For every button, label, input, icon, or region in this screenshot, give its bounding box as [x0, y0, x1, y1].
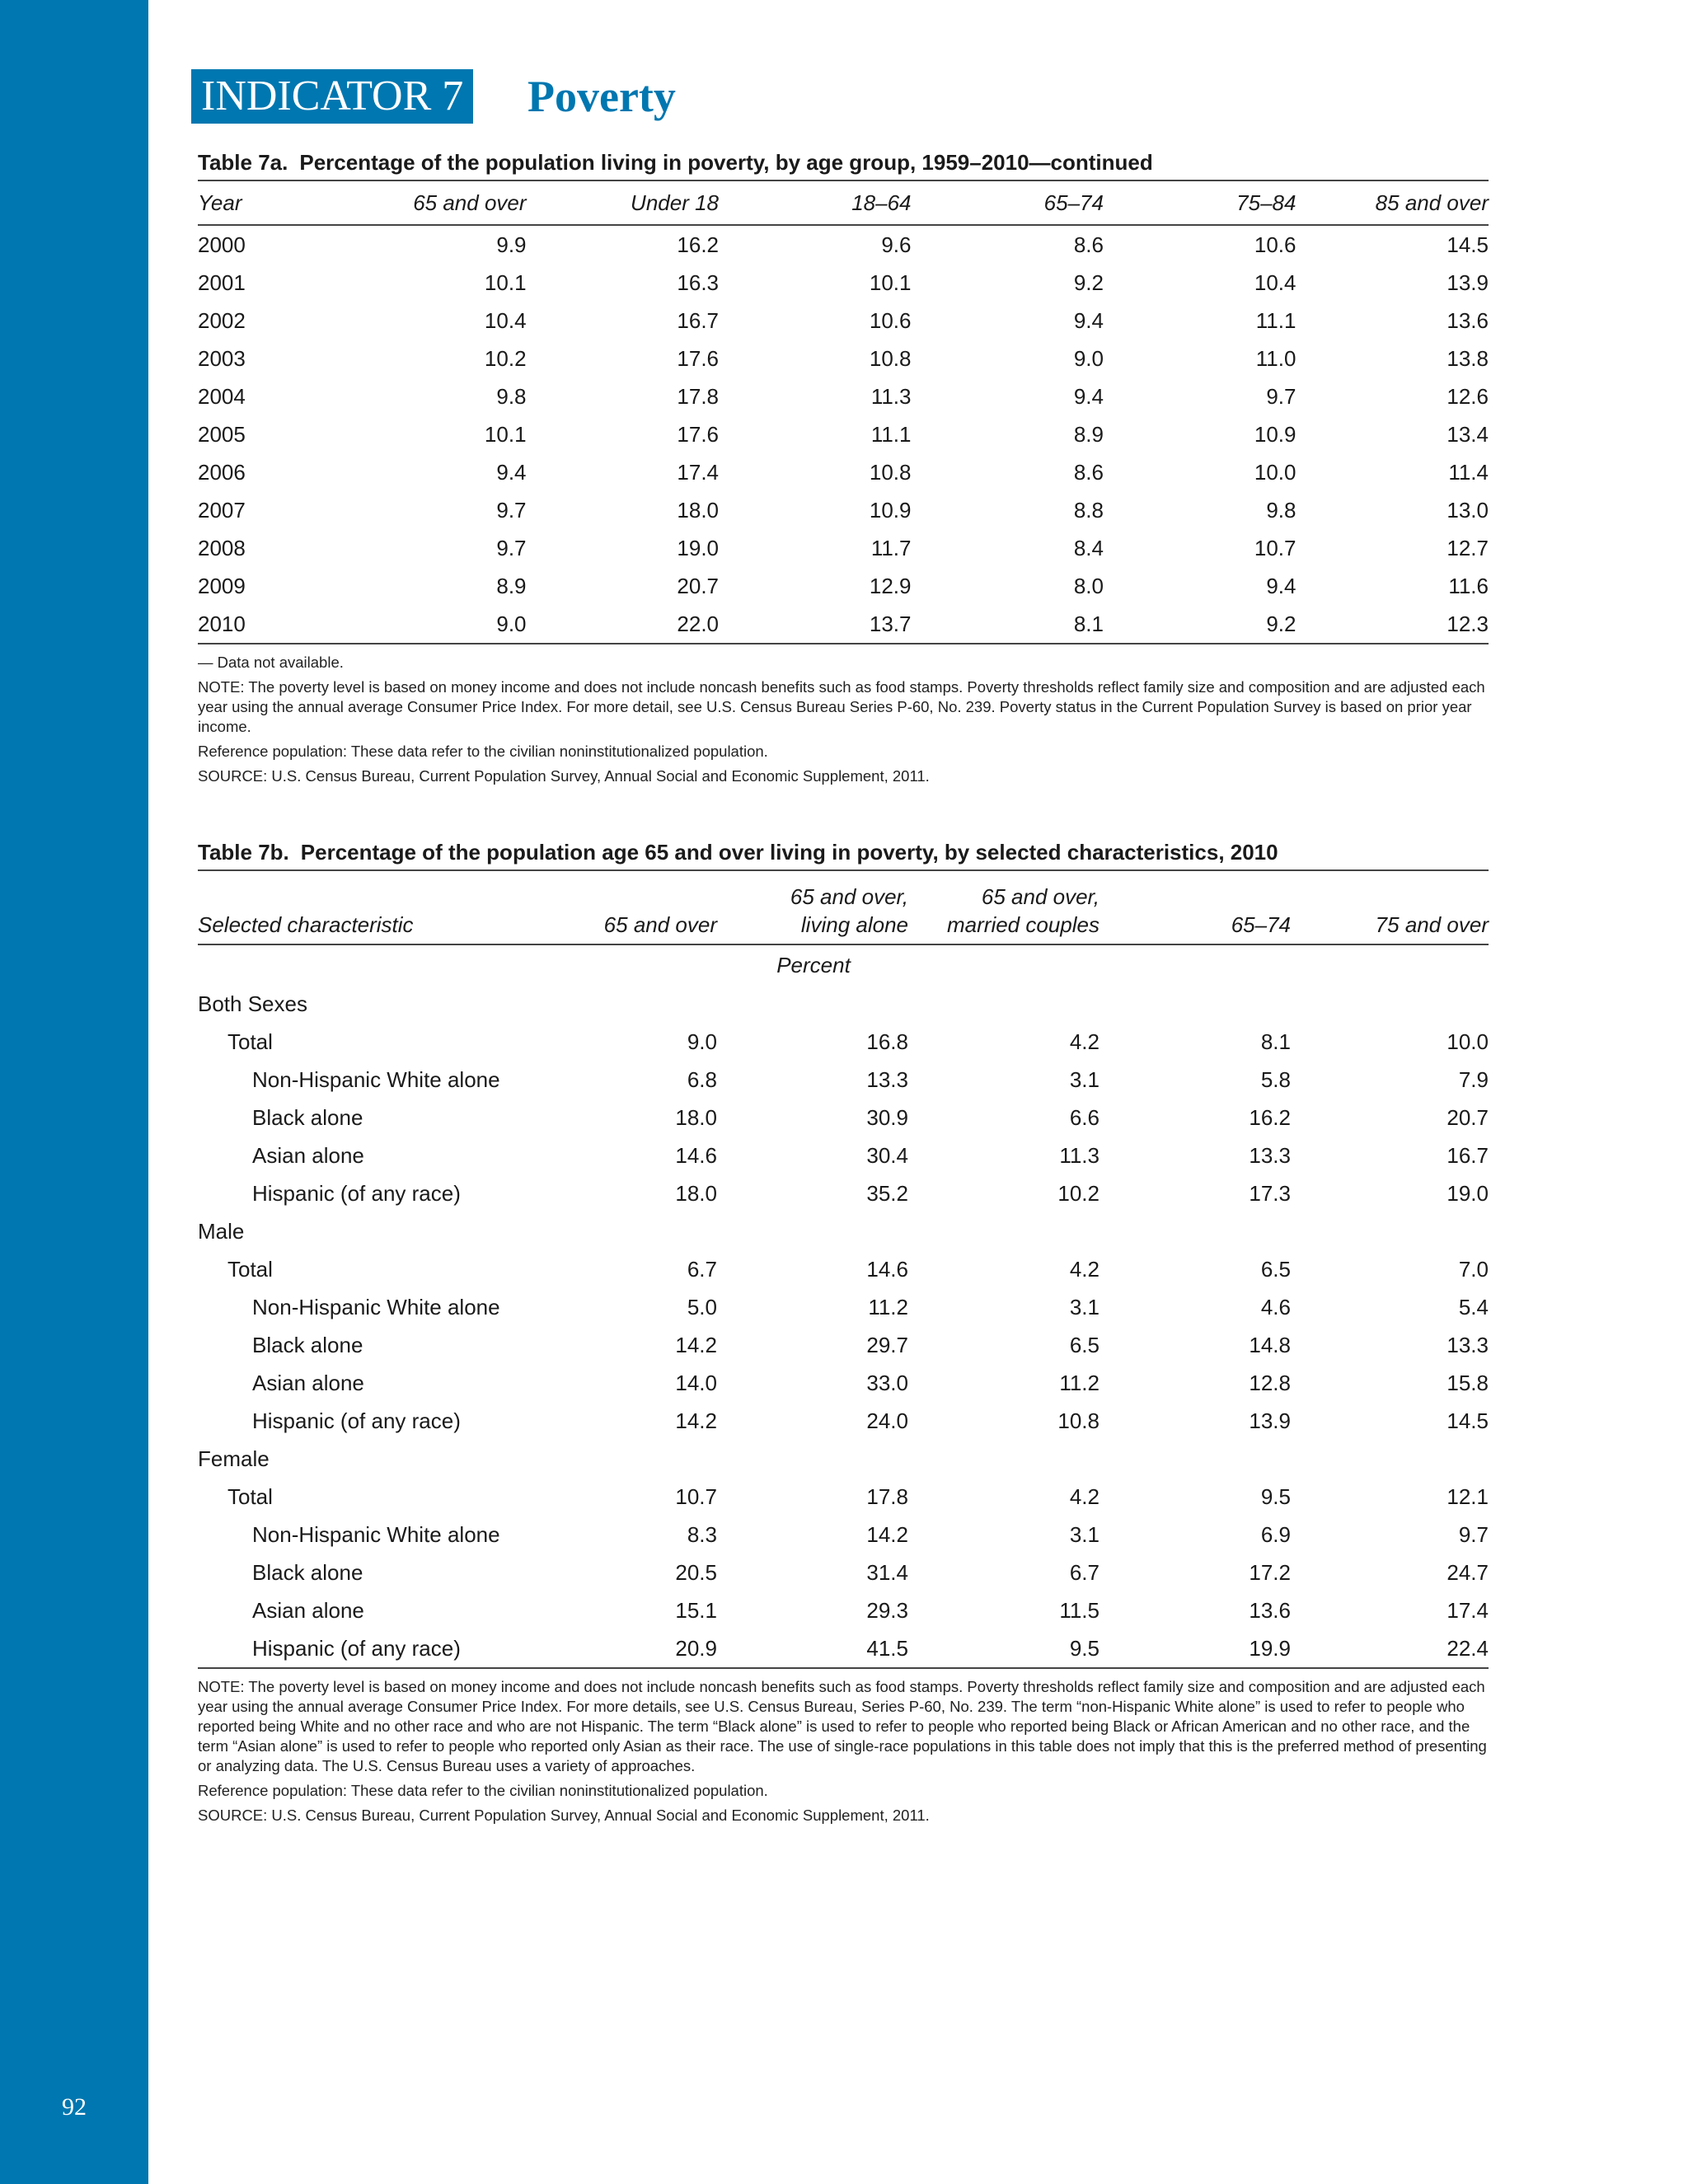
row-label: Non-Hispanic White alone: [252, 1294, 500, 1319]
table-cell: 14.8: [1249, 1332, 1291, 1357]
table-cell: 11.6: [1448, 573, 1489, 598]
table-7b-title: [198, 841, 1489, 869]
table-cell: 12.8: [1249, 1370, 1291, 1395]
group-header-row: [198, 1212, 1489, 1250]
table-cell: 9.0: [496, 611, 527, 636]
table-cell: 10.9: [869, 497, 912, 523]
table-cell: 11.2: [868, 1294, 908, 1319]
table-cell: 10.4: [1254, 269, 1296, 295]
table-cell: 16.3: [677, 269, 720, 295]
table-cell: 9.7: [496, 497, 527, 523]
table-cell: 10.8: [869, 459, 912, 485]
table-cell: 11.1: [1255, 307, 1296, 333]
table-cell: 12.9: [869, 573, 912, 598]
table-row: [198, 1516, 1489, 1554]
table-cell: 19.0: [1447, 1180, 1489, 1206]
table-cell: 18.0: [677, 497, 720, 523]
group-label: Both Sexes: [198, 991, 307, 1016]
table-cell: 10.0: [1447, 1029, 1489, 1054]
table-row: [198, 264, 1489, 302]
row-label: Hispanic (of any race): [252, 1180, 461, 1206]
table-cell: 10.2: [1057, 1180, 1100, 1206]
table-cell: 9.7: [496, 535, 527, 560]
table-row-total: [198, 1023, 1489, 1061]
table-cell: 10.7: [1254, 535, 1296, 560]
table-cell: 4.6: [1260, 1294, 1291, 1319]
table-cell: 8.1: [1073, 611, 1104, 636]
table-row: [198, 453, 1489, 491]
table-cell: 12.1: [1447, 1483, 1489, 1509]
table-cell: 13.3: [1249, 1142, 1291, 1168]
table-cell: 11.0: [1255, 345, 1296, 371]
table-cell: 16.8: [866, 1029, 908, 1054]
table-cell: 7.0: [1458, 1256, 1489, 1282]
row-label: Total: [227, 1029, 273, 1054]
group-label: Female: [198, 1446, 270, 1471]
row-year: 2006: [198, 459, 246, 485]
row-label: Non-Hispanic White alone: [252, 1066, 500, 1092]
table-cell: 12.7: [1447, 535, 1489, 560]
table-cell: 22.0: [677, 611, 720, 636]
column-header: Under 18: [631, 190, 720, 215]
column-header: 85 and over: [1375, 190, 1489, 215]
table-row: [198, 1554, 1489, 1591]
table-cell: 11.2: [1059, 1370, 1100, 1395]
table-cell: 9.5: [1069, 1635, 1100, 1661]
table-cell: 5.8: [1260, 1066, 1291, 1092]
table-cell: 13.6: [1447, 307, 1489, 333]
table-cell: 9.2: [1073, 269, 1104, 295]
row-year: 2008: [198, 535, 246, 560]
table-cell: 9.4: [1266, 573, 1296, 598]
table-cell: 8.3: [687, 1521, 717, 1547]
table-row: [198, 1174, 1489, 1212]
table-7b: [198, 871, 1489, 1667]
note-line: SOURCE: U.S. Census Bureau, Current Population Survey, Annual Social and Economic Supplement, 2011.: [198, 1807, 930, 1824]
table-cell: 10.7: [675, 1483, 717, 1509]
table-row: [198, 491, 1489, 529]
table-cell: 11.1: [870, 421, 912, 447]
table-cell: 8.6: [1073, 459, 1104, 485]
table-cell: 13.3: [1447, 1332, 1489, 1357]
row-year: 2003: [198, 345, 246, 371]
table-cell: 11.7: [870, 535, 912, 560]
table-cell: 8.9: [1073, 421, 1104, 447]
table-cell: 6.7: [687, 1256, 717, 1282]
row-year: 2002: [198, 307, 246, 333]
table-cell: 14.2: [675, 1332, 717, 1357]
table-cell: 4.2: [1069, 1029, 1100, 1054]
table-cell: 3.1: [1069, 1294, 1100, 1319]
sidebar-band: [0, 0, 148, 2184]
column-header: 65–74: [1043, 190, 1104, 215]
note-line: NOTE: The poverty level is based on money income and does not include noncash benefits such as food stamps. Poverty thresholds reflect family size and composition and are adjusted each year using the annual average Consumer Price Index. For more details, see U.S. Census Bureau, Series P-60, No. 239. The term “non-Hispanic White alone” is used to refer to people who reported being White and no other race and who are not Hispanic. The term “Black alone” is used to refer to people who reported being Black or African American and no other race, and the term “Asian alone” is used to refer to people who reported only Asian as their race. The use of single-race populations in this table does not imply that this is the preferred method of presenting or analyzing data. The U.S. Census Bureau uses a variety of approaches.: [198, 1678, 1487, 1774]
table-7a-number: Table 7a.: [198, 150, 288, 175]
table-cell: 19.0: [677, 535, 720, 560]
table-cell: 9.0: [687, 1029, 717, 1054]
column-header: 65–74: [1231, 912, 1291, 937]
table-7a-section: [198, 152, 1489, 791]
table-cell: 5.0: [687, 1294, 717, 1319]
table-7b-caption: Percentage of the population age 65 and over living in poverty, by selected characteristics, 2010: [300, 840, 1278, 865]
table-row: [198, 567, 1489, 605]
note-line: SOURCE: U.S. Census Bureau, Current Population Survey, Annual Social and Economic Supplement, 2011.: [198, 767, 930, 785]
table-7a-notes: [198, 653, 1489, 786]
row-label: Black alone: [252, 1104, 363, 1130]
table-cell: 8.8: [1073, 497, 1104, 523]
unit-row: [198, 944, 1489, 985]
row-label: Asian alone: [252, 1597, 364, 1623]
note-line: Reference population: These data refer to the civilian noninstitutionalized population.: [198, 1782, 768, 1799]
table-cell: 7.9: [1458, 1066, 1489, 1092]
column-header: 75–84: [1236, 190, 1296, 215]
table-cell: 16.2: [677, 232, 720, 257]
table-cell: 13.0: [1447, 497, 1489, 523]
column-header: 65 and over: [603, 912, 717, 937]
table-cell: 17.4: [1447, 1597, 1489, 1623]
table-row: [198, 1629, 1489, 1667]
table-cell: 9.9: [496, 232, 527, 257]
table-cell: 11.3: [1059, 1142, 1100, 1168]
table-cell: 20.5: [675, 1559, 717, 1585]
table-cell: 10.6: [1254, 232, 1296, 257]
row-label: Total: [227, 1256, 273, 1282]
table-7b-header-row: [198, 871, 1489, 944]
row-label: Black alone: [252, 1559, 363, 1585]
table-cell: 8.6: [1073, 232, 1104, 257]
table-cell: 29.3: [866, 1597, 908, 1623]
column-header-line: married couples: [947, 912, 1100, 937]
table-cell: 9.8: [496, 383, 527, 409]
table-cell: 9.4: [1073, 307, 1104, 333]
table-cell: 9.7: [1266, 383, 1296, 409]
table-row: [198, 415, 1489, 453]
column-header: [717, 871, 908, 944]
table-row: [198, 340, 1489, 377]
table-cell: 17.6: [677, 421, 720, 447]
table-cell: 14.5: [1447, 1408, 1489, 1433]
table-row: [198, 1402, 1489, 1440]
indicator-title: Poverty: [528, 72, 676, 121]
table-cell: 9.8: [1266, 497, 1296, 523]
note-line: NOTE: The poverty level is based on money income and does not include noncash benefits such as food stamps. Poverty thresholds reflect family size and composition and are adjusted each year using the annual average Consumer Price Index. For more detail, see U.S. Census Bureau Series P-60, No. 239. Poverty status in the Current Population Survey is based on prior year income.: [198, 678, 1485, 735]
table-cell: 10.8: [869, 345, 912, 371]
table-cell: 18.0: [675, 1180, 717, 1206]
unit-label: Percent: [776, 952, 851, 977]
table-cell: 31.4: [866, 1559, 908, 1585]
column-header: 75 and over: [1375, 912, 1489, 937]
table-cell: 4.2: [1069, 1256, 1100, 1282]
note-line: — Data not available.: [198, 654, 344, 671]
table-7b-bottom-rule: [198, 1667, 1489, 1669]
table-row: [198, 1326, 1489, 1364]
table-cell: 24.0: [866, 1408, 908, 1433]
table-cell: 17.6: [677, 345, 720, 371]
table-row: [198, 1364, 1489, 1402]
table-cell: 10.0: [1254, 459, 1296, 485]
table-cell: 4.2: [1069, 1483, 1100, 1509]
table-cell: 35.2: [866, 1180, 908, 1206]
table-row-total: [198, 1478, 1489, 1516]
table-row: [198, 377, 1489, 415]
table-cell: 10.1: [484, 269, 527, 295]
table-cell: 10.1: [484, 421, 527, 447]
table-7a-body: [198, 225, 1489, 643]
table-cell: 16.7: [1447, 1142, 1489, 1168]
table-cell: 13.9: [1447, 269, 1489, 295]
table-cell: 10.9: [1254, 421, 1296, 447]
table-row: [198, 225, 1489, 264]
row-year: 2004: [198, 383, 246, 409]
table-cell: 10.1: [869, 269, 912, 295]
column-header: Selected characteristic: [198, 912, 414, 937]
table-cell: 19.9: [1249, 1635, 1291, 1661]
table-cell: 6.5: [1260, 1256, 1291, 1282]
column-header: [908, 871, 1100, 944]
column-header: 65 and over: [413, 190, 527, 215]
table-cell: 8.4: [1073, 535, 1104, 560]
table-cell: 9.6: [881, 232, 912, 257]
table-cell: 14.2: [866, 1521, 908, 1547]
table-row: [198, 605, 1489, 643]
table-7a-bottom-rule: [198, 643, 1489, 644]
table-cell: 10.8: [1057, 1408, 1100, 1433]
table-cell: 20.9: [675, 1635, 717, 1661]
table-row: [198, 1137, 1489, 1174]
table-cell: 9.4: [1073, 383, 1104, 409]
table-7a-title: [198, 152, 1489, 180]
row-label: Hispanic (of any race): [252, 1635, 461, 1661]
table-7a-header-row: [198, 181, 1489, 225]
row-year: 2000: [198, 232, 246, 257]
table-cell: 8.0: [1073, 573, 1104, 598]
row-year: 2001: [198, 269, 246, 295]
table-cell: 10.2: [484, 345, 527, 371]
row-label: Asian alone: [252, 1142, 364, 1168]
table-cell: 9.4: [496, 459, 527, 485]
table-row: [198, 302, 1489, 340]
table-cell: 29.7: [866, 1332, 908, 1357]
table-cell: 12.3: [1447, 611, 1489, 636]
table-cell: 10.4: [484, 307, 527, 333]
table-cell: 6.8: [687, 1066, 717, 1092]
table-cell: 13.7: [869, 611, 912, 636]
table-cell: 16.7: [677, 307, 720, 333]
table-row: [198, 1061, 1489, 1099]
table-row: [198, 1591, 1489, 1629]
column-header-line: 65 and over,: [790, 884, 908, 909]
table-cell: 9.5: [1260, 1483, 1291, 1509]
table-cell: 17.2: [1249, 1559, 1291, 1585]
table-cell: 14.5: [1447, 232, 1489, 257]
row-label: Total: [227, 1483, 273, 1509]
table-cell: 9.2: [1266, 611, 1296, 636]
table-cell: 14.2: [675, 1408, 717, 1433]
table-cell: 41.5: [866, 1635, 908, 1661]
table-row: [198, 529, 1489, 567]
row-label: Asian alone: [252, 1370, 364, 1395]
table-cell: 14.0: [675, 1370, 717, 1395]
table-cell: 11.3: [870, 383, 912, 409]
table-cell: 6.9: [1260, 1521, 1291, 1547]
row-year: 2010: [198, 611, 246, 636]
table-cell: 13.8: [1447, 345, 1489, 371]
table-cell: 11.4: [1448, 459, 1489, 485]
table-cell: 8.1: [1260, 1029, 1291, 1054]
table-cell: 6.7: [1069, 1559, 1100, 1585]
table-cell: 18.0: [675, 1104, 717, 1130]
row-year: 2009: [198, 573, 246, 598]
table-cell: 15.8: [1447, 1370, 1489, 1395]
table-cell: 17.8: [866, 1483, 908, 1509]
table-cell: 30.9: [866, 1104, 908, 1130]
table-row: [198, 1288, 1489, 1326]
table-cell: 6.5: [1069, 1332, 1100, 1357]
column-header: Year: [198, 190, 242, 215]
table-7a: [198, 181, 1489, 643]
table-cell: 8.9: [496, 573, 527, 598]
table-7a-caption: Percentage of the population living in poverty, by age group, 1959–2010—continued: [299, 150, 1153, 175]
table-cell: 13.3: [866, 1066, 908, 1092]
row-label: Hispanic (of any race): [252, 1408, 461, 1433]
table-cell: 24.7: [1447, 1559, 1489, 1585]
table-cell: 9.0: [1073, 345, 1104, 371]
group-header-row: [198, 985, 1489, 1023]
table-cell: 14.6: [675, 1142, 717, 1168]
column-header-line: 65 and over,: [981, 884, 1100, 909]
table-cell: 33.0: [866, 1370, 908, 1395]
table-row: [198, 1099, 1489, 1137]
table-cell: 30.4: [866, 1142, 908, 1168]
table-7b-body: [198, 944, 1489, 1667]
table-cell: 20.7: [1447, 1104, 1489, 1130]
table-7b-notes: [198, 1677, 1489, 1825]
table-cell: 9.7: [1458, 1521, 1489, 1547]
note-line: Reference population: These data refer to the civilian noninstitutionalized population.: [198, 743, 768, 760]
table-cell: 12.6: [1447, 383, 1489, 409]
table-cell: 16.2: [1249, 1104, 1291, 1130]
column-header-line: living alone: [800, 912, 908, 937]
page-number: 92: [62, 2093, 87, 2121]
table-cell: 6.6: [1069, 1104, 1100, 1130]
row-year: 2007: [198, 497, 246, 523]
table-cell: 3.1: [1069, 1521, 1100, 1547]
table-row-total: [198, 1250, 1489, 1288]
table-cell: 17.3: [1249, 1180, 1291, 1206]
table-cell: 13.9: [1249, 1408, 1291, 1433]
indicator-label: INDICATOR 7: [191, 69, 473, 124]
table-cell: 22.4: [1447, 1635, 1489, 1661]
row-label: Non-Hispanic White alone: [252, 1521, 500, 1547]
table-cell: 10.6: [869, 307, 912, 333]
table-cell: 17.8: [677, 383, 720, 409]
table-cell: 13.4: [1447, 421, 1489, 447]
table-cell: 5.4: [1458, 1294, 1489, 1319]
group-header-row: [198, 1440, 1489, 1478]
table-cell: 20.7: [677, 573, 720, 598]
group-label: Male: [198, 1218, 245, 1244]
table-7b-number: Table 7b.: [198, 840, 289, 865]
row-label: Black alone: [252, 1332, 363, 1357]
table-cell: 3.1: [1069, 1066, 1100, 1092]
table-cell: 13.6: [1249, 1597, 1291, 1623]
table-cell: 15.1: [675, 1597, 717, 1623]
column-header: 18–64: [851, 190, 912, 215]
table-cell: 14.6: [866, 1256, 908, 1282]
table-cell: 17.4: [677, 459, 720, 485]
row-year: 2005: [198, 421, 246, 447]
table-cell: 11.5: [1059, 1597, 1100, 1623]
table-7b-section: [198, 841, 1489, 1830]
